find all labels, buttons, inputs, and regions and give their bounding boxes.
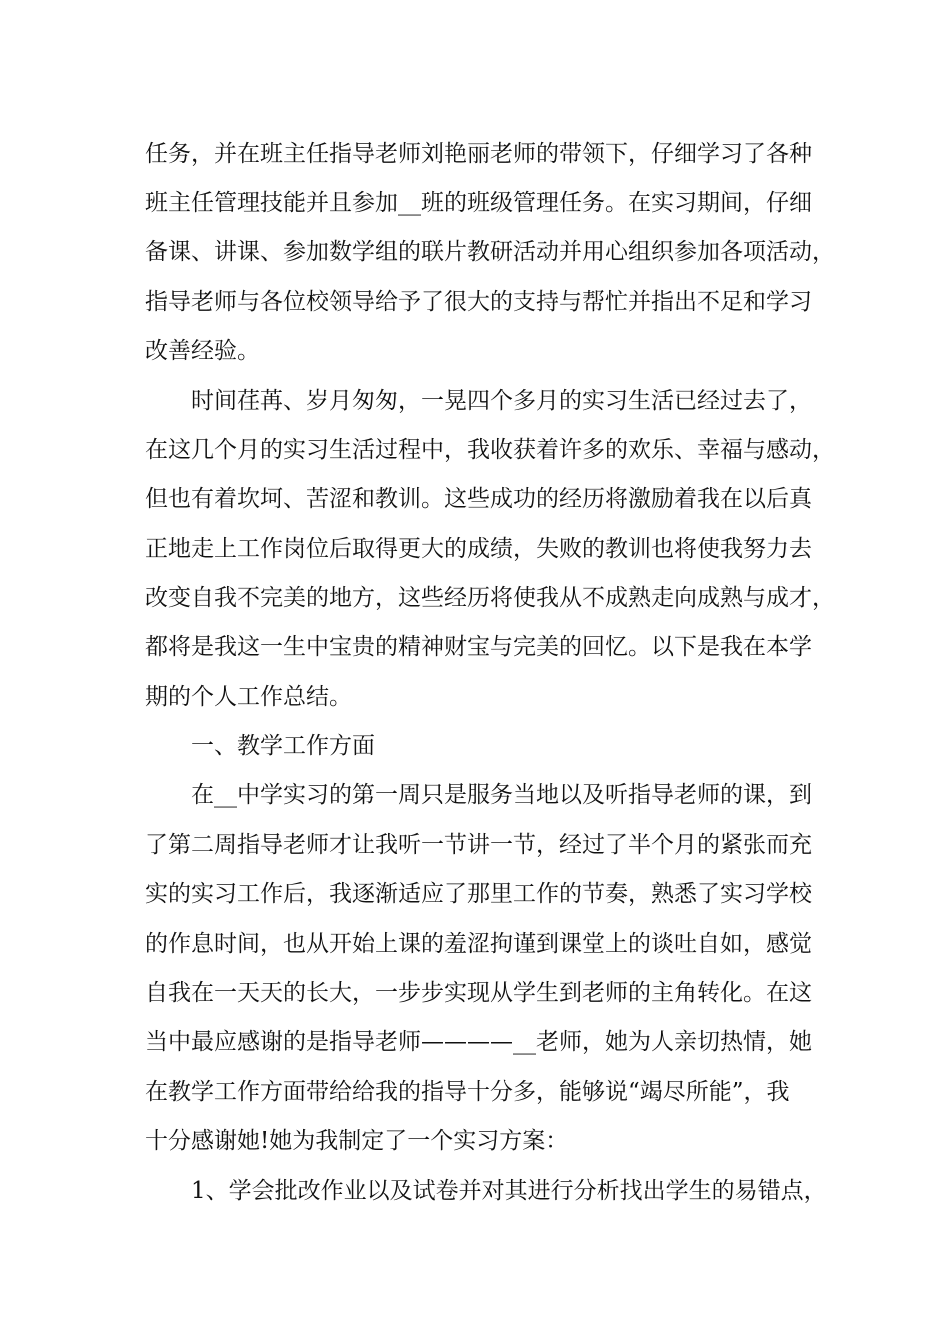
text-line: 自我在一天天的长大，一步步实现从学生到老师的主角转化。在这 xyxy=(145,980,812,1006)
text-line: 实的实习工作后，我逐渐适应了那里工作的节奏，熟悉了实习学校 xyxy=(145,881,812,907)
text-line: 都将是我这一生中宝贵的精神财宝与完美的回忆。以下是我在本学 xyxy=(145,634,812,660)
text-line: 期的个人工作总结。 xyxy=(145,684,352,710)
text-line: 备课、讲课、参加数学组的联片教研活动并用心组织参加各项活动， xyxy=(145,239,835,265)
section-heading: 一、教学工作方面 xyxy=(145,733,375,759)
text-line: 改善经验。 xyxy=(145,338,260,364)
text-line: 班主任管理技能并且参加__班的班级管理任务。在实习期间，仔细 xyxy=(145,190,812,216)
text-line: 的作息时间，也从开始上课的羞涩拘谨到课堂上的谈吐自如，感觉 xyxy=(145,931,812,957)
text-line: 在这几个月的实习生活过程中，我收获着许多的欢乐、幸福与感动， xyxy=(145,437,835,463)
text-line: 改变自我不完美的地方，这些经历将使我从不成熟走向成熟与成才， xyxy=(145,585,835,611)
list-item: 1、学会批改作业以及试卷并对其进行分析找出学生的易错点， xyxy=(145,1178,827,1204)
text-line: 时间荏苒、岁月匆匆，一晃四个多月的实习生活已经过去了， xyxy=(145,388,812,414)
text-line: 十分感谢她!她为我制定了一个实习方案： xyxy=(145,1128,569,1154)
text-line: 但也有着坎坷、苦涩和教训。这些成功的经历将激励着我在以后真 xyxy=(145,486,812,512)
text-line: 了第二周指导老师才让我听一节讲一节，经过了半个月的紧张而充 xyxy=(145,832,812,858)
text-line: 在教学工作方面带给给我的指导十分多，能够说“竭尽所能”，我 xyxy=(145,1079,790,1105)
text-line: 指导老师与各位校领导给予了很大的支持与帮忙并指出不足和学习 xyxy=(145,289,812,315)
text-line: 任务，并在班主任指导老师刘艳丽老师的带领下，仔细学习了各种 xyxy=(145,141,812,167)
text-line: 在__中学实习的第一周只是服务当地以及听指导老师的课，到 xyxy=(145,782,812,808)
text-line: 当中最应感谢的是指导老师————__老师，她为人亲切热情，她 xyxy=(145,1029,812,1055)
text-line: 正地走上工作岗位后取得更大的成绩，失败的教训也将使我努力去 xyxy=(145,536,812,562)
